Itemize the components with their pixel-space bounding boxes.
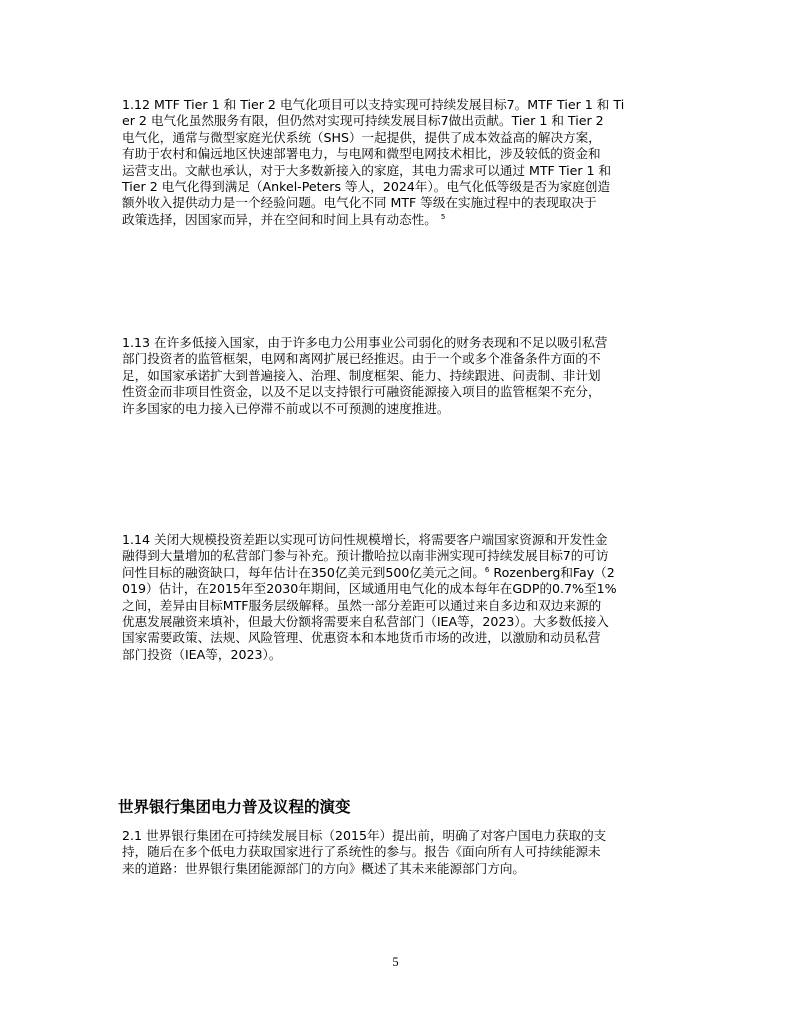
text-line: 足，如国家承诺扩大到普遍接入、治理、制度框架、能力、持续跟进、问责制、非计划 <box>122 367 601 383</box>
section-heading: 世界银行集团电力普及议程的演变 <box>118 798 351 816</box>
text-line: 融得到大量增加的私营部门参与补充。预计撒哈拉以南非洲实现可持续发展目标7的可访 <box>122 548 609 564</box>
text-line: 1.12 MTF Tier 1 和 Tier 2 电气化项目可以支持实现可持续发展目标7。MTF Tier 1 和 Ti <box>122 97 625 112</box>
text-line: 运营支出。文献也承认，对于大多数新接入的家庭，其电力需求可以通过 MTF Tier 1 和 <box>122 162 612 178</box>
paragraph-1-13 <box>122 335 672 417</box>
text-line: 电气化，通常与微型家庭光伏系统（SHS）一起提供，提供了成本效益高的解决方案， <box>122 129 601 145</box>
text-line: 优惠发展融资来填补，但最大份额将需要来自私营部门（IEA等，2023）。大多数低接入 <box>122 614 609 630</box>
text-line <box>122 565 672 581</box>
text-line: 之间，差异由目标MTF服务层级解释。虽然一部分差距可以通过来自多边和双边来源的 <box>122 597 602 613</box>
text-line: Tier 2 电气化得到满足（Ankel-Peters 等人，2024年）。电气化低等级是否为家庭创造 <box>122 179 611 195</box>
footnote-marker[interactable]: 6 <box>484 565 490 574</box>
text-line-content: 问性目标的融资缺口，每年估计在350亿美元到500亿美元之间。 <box>122 564 485 580</box>
text-line-content: 政策选择，因国家而异，并在空间和时间上具有动态性。 <box>122 211 437 227</box>
text-line <box>122 212 672 228</box>
text-line: 性资金而非项目性资金，以及不足以支持银行可融资能源接入项目的监管框架不充分， <box>122 384 601 400</box>
paragraph-2-1 <box>122 828 672 877</box>
text-line: 2.1 世界银行集团在可持续发展目标（2015年）提出前，明确了对客户国电力获取的支 <box>122 828 607 843</box>
text-line: 019）估计，在2015年至2030年期间，区域通用电气化的成本每年在GDP的0.7%至1% <box>122 581 617 597</box>
text-line: 部门投资者的监管框架，电网和离网扩展已经推迟。由于一个或多个准备条件方面的不 <box>122 351 601 367</box>
paragraph-1-12 <box>122 97 672 228</box>
text-line: 国家需要政策、法规、风险管理、优惠资本和本地货币市场的改进，以激励和动员私营 <box>122 630 601 646</box>
text-line: 额外收入提供动力是一个经验问题。电气化不同 MTF 等级在实施过程中的表现取决于 <box>122 195 597 211</box>
text-line: 部门投资（IEA等，2023）。 <box>122 646 282 662</box>
footnote-marker[interactable]: 5 <box>440 212 446 221</box>
text-line-content: Rozenberg和Fay（2 <box>489 564 615 580</box>
page-number: 5 <box>392 955 399 969</box>
paragraph-1-14 <box>122 532 672 663</box>
text-line: 许多国家的电力接入已停滞不前或以不可预测的速度推进。 <box>122 400 450 416</box>
text-line: 有助于农村和偏远地区快速部署电力，与电网和微型电网技术相比，涉及较低的资金和 <box>122 146 601 162</box>
text-line: er 2 电气化虽然服务有限，但仍然对实现可持续发展目标7做出贡献。Tier 1 和 Tier 2 <box>122 113 604 129</box>
text-line: 1.13 在许多低接入国家，由于许多电力公用事业公司弱化的财务表现和不足以吸引私营 <box>122 335 608 350</box>
text-line: 持，随后在多个低电力获取国家进行了系统性的参与。报告《面向所有人可持续能源未 <box>122 844 601 860</box>
text-line: 来的道路：世界银行集团能源部门的方向》概述了其未来能源部门方向。 <box>122 860 525 876</box>
text-line: 1.14 关闭大规模投资差距以实现可访问性规模增长，将需要客户端国家资源和开发性金 <box>122 532 608 547</box>
